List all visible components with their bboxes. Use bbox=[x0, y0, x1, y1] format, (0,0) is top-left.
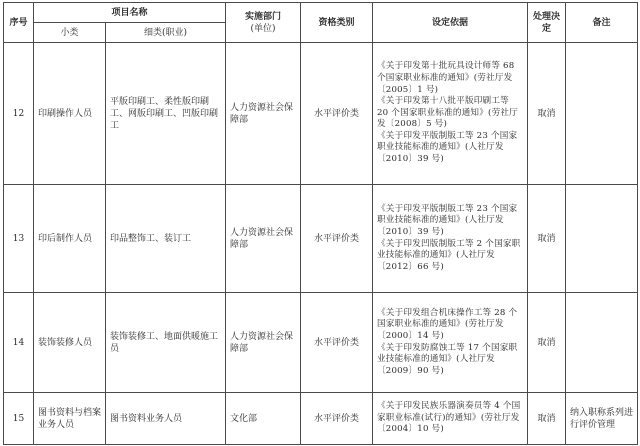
cell-remark bbox=[566, 293, 638, 393]
cell-seq: 14 bbox=[4, 293, 34, 393]
cell-basis bbox=[373, 393, 528, 445]
cell-decision: 取消 bbox=[528, 185, 566, 293]
basis-item: 《关于印发防腐蚀工等 17 个国家职业技能标准的通知》(人社厅发〔2009〕90 号) bbox=[377, 342, 518, 376]
cell-detail: 平版印刷工、柔性版印刷工、网版印刷工、凹版印刷工 bbox=[106, 43, 226, 185]
header-remark: 备注 bbox=[566, 3, 638, 43]
cell-detail: 装饰装修工、地面供暖施工员 bbox=[106, 293, 226, 393]
cell-basis bbox=[373, 185, 528, 293]
table-row bbox=[4, 43, 638, 185]
cell-dept: 人力资源社会保障部 bbox=[226, 293, 301, 393]
cell-remark bbox=[566, 43, 638, 185]
cell-small: 图书资料与档案业务人员 bbox=[34, 393, 106, 445]
cell-small: 印后制作人员 bbox=[34, 185, 106, 293]
basis-item: 《关于印发平版制版工等 23 个国家职业技能标准的通知》(人社厅发〔2010〕39 号) bbox=[377, 130, 518, 165]
cell-qual: 水平评价类 bbox=[301, 293, 373, 393]
cell-dept: 人力资源社会保障部 bbox=[226, 185, 301, 293]
cell-seq: 12 bbox=[4, 43, 34, 185]
cell-detail: 印品整饰工、装订工 bbox=[106, 185, 226, 293]
cell-decision: 取消 bbox=[528, 43, 566, 185]
basis-item: 《关于印发凹版制版工等 2 个国家职业技能标准的通知》(人社厅发〔2012〕66 号) bbox=[377, 238, 521, 272]
header-dept bbox=[226, 3, 301, 43]
cell-small: 印刷操作人员 bbox=[34, 43, 106, 185]
basis-item: 《关于印发组合机床操作工等 28 个国家职业标准的通知》(劳社厅发〔2000〕14 号) bbox=[377, 307, 518, 341]
cell-detail: 图书资料业务人员 bbox=[106, 393, 226, 445]
header-dept-label: 实施部门 bbox=[245, 11, 282, 22]
table-row bbox=[4, 393, 638, 445]
qualification-table bbox=[3, 2, 638, 445]
cell-dept: 人力资源社会保障部 bbox=[226, 43, 301, 185]
cell-seq: 15 bbox=[4, 393, 34, 445]
header-row bbox=[4, 3, 638, 23]
header-project-name: 项目名称 bbox=[34, 3, 226, 23]
cell-qual: 水平评价类 bbox=[301, 393, 373, 445]
cell-dept: 文化部 bbox=[226, 393, 301, 445]
header-decision: 处理决定 bbox=[528, 3, 566, 43]
header-dept-sub: (单位) bbox=[250, 23, 276, 34]
cell-remark: 纳入职称系列进行评价管理 bbox=[566, 393, 638, 445]
table-row bbox=[4, 185, 638, 293]
cell-small: 装饰装修人员 bbox=[34, 293, 106, 393]
header-small: 小类 bbox=[34, 23, 106, 43]
cell-basis bbox=[373, 293, 528, 393]
header-detail: 细类(职业) bbox=[106, 23, 226, 43]
cell-seq: 13 bbox=[4, 185, 34, 293]
cell-decision: 取消 bbox=[528, 393, 566, 445]
header-seq: 序号 bbox=[4, 3, 34, 43]
basis-item: 《关于印发第十八批平版印刷工等 20 个国家职业标准的通知》(劳社厅发〔2008〕5 号) bbox=[377, 96, 518, 130]
cell-qual: 水平评价类 bbox=[301, 185, 373, 293]
header-qual: 资格类别 bbox=[301, 3, 373, 43]
basis-item: 《关于印发第十批玩具设计师等 68 个国家职业标准的通知》(劳社厅发〔2005〕1 号) bbox=[377, 61, 515, 95]
basis-item: 《关于印发民族乐器演奏员等 4 个国家职业标准(试行)的通知》(劳社厅发〔2004〕10 号) bbox=[377, 401, 521, 435]
header-basis: 设定依据 bbox=[373, 3, 528, 43]
cell-decision: 取消 bbox=[528, 293, 566, 393]
cell-qual: 水平评价类 bbox=[301, 43, 373, 185]
cell-basis bbox=[373, 43, 528, 185]
table-row bbox=[4, 293, 638, 393]
cell-remark bbox=[566, 185, 638, 293]
basis-item: 《关于印发平版制版工等 23 个国家职业技能标准的通知》(人社厅发〔2010〕39 号) bbox=[377, 203, 518, 237]
